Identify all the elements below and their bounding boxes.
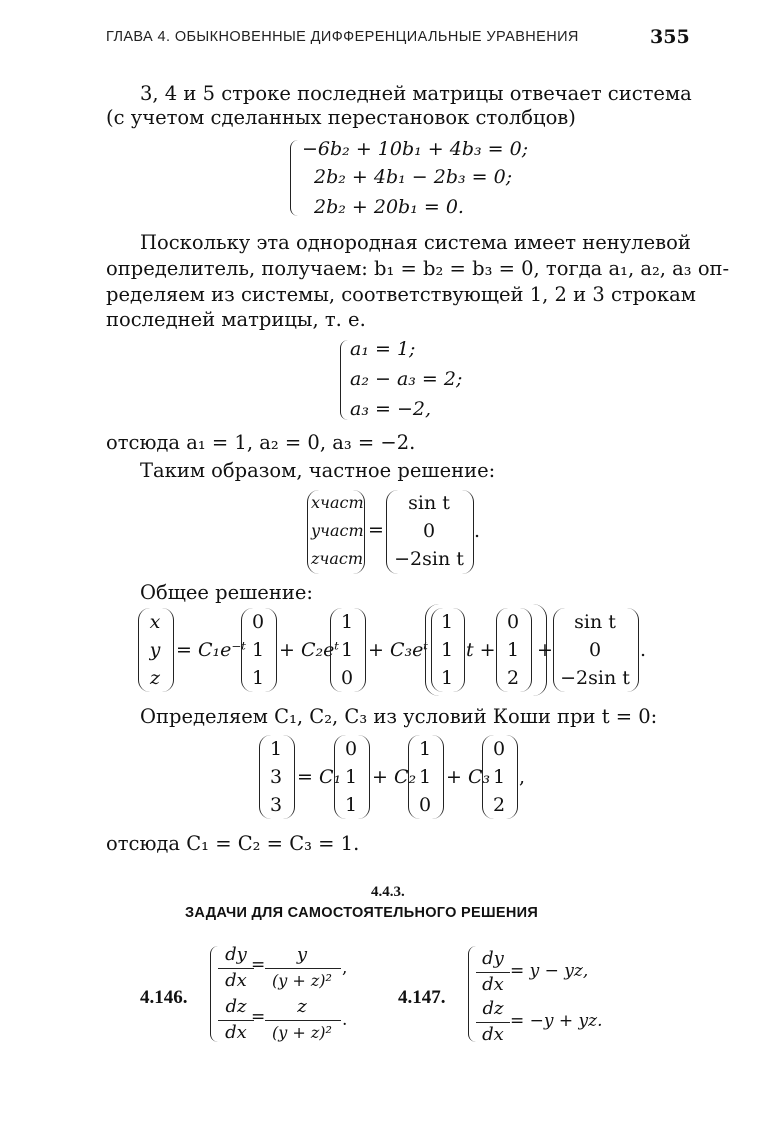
- coefficient: + C₂eᵗ: [279, 639, 340, 661]
- variable-t: t +: [466, 639, 496, 661]
- vector-entry: 1: [440, 611, 454, 633]
- paragraph-line: последней матрицы, т. е.: [106, 308, 366, 331]
- equation: a₂ − a₃ = 2;: [350, 368, 463, 390]
- fraction-numerator: dz: [482, 998, 504, 1019]
- page-number: 355: [650, 26, 690, 48]
- vector-entry: 1: [418, 738, 432, 760]
- vector-entry: 1: [418, 766, 432, 788]
- fraction-bar: [265, 1020, 341, 1021]
- vector-entry: 1: [344, 794, 358, 816]
- vector-entry: 2: [506, 667, 520, 689]
- equation: a₃ = −2,: [350, 398, 431, 420]
- coefficient: = C₁e⁻ᵗ: [176, 639, 247, 661]
- fraction-denominator: (y + z)²: [272, 1023, 332, 1042]
- vector-entry: 0: [506, 611, 520, 633]
- paragraph-line: определитель, получаем: b₁ = b₂ = b₃ = 0, тогда a₁, a₂, a₃ оп-: [106, 257, 730, 280]
- problem-number: 4.146.: [140, 987, 188, 1008]
- comma: ,: [342, 958, 348, 978]
- paragraph-line: 3, 4 и 5 строке последней матрицы отвечает система: [140, 82, 692, 105]
- vector-entry: 1: [251, 639, 265, 661]
- comma: ,: [519, 766, 526, 788]
- equation: 2b₂ + 20b₁ = 0.: [314, 196, 464, 218]
- problem-number: 4.147.: [398, 987, 446, 1008]
- vector-entry: 1: [344, 766, 358, 788]
- vector-entry: yчаст: [311, 521, 364, 540]
- paragraph-line: отсюда C₁ = C₂ = C₃ = 1.: [106, 832, 360, 855]
- vector-entry: 0: [418, 794, 432, 816]
- vector-entry: 2: [492, 794, 506, 816]
- vector-entry: 1: [506, 639, 520, 661]
- paragraph-line: Определяем C₁, C₂, C₃ из условий Коши при t = 0:: [140, 705, 658, 728]
- paragraph-line: Общее решение:: [140, 581, 313, 604]
- section-number: 4.4.3.: [371, 884, 405, 900]
- paragraph-line: Поскольку эта однородная система имеет ненулевой: [140, 231, 691, 254]
- vector-entry: 0: [344, 738, 358, 760]
- coefficient: = C₁: [297, 766, 342, 788]
- vector-entry: 1: [440, 667, 454, 689]
- coefficient: + C₃: [446, 766, 491, 788]
- equation: a₁ = 1;: [350, 338, 416, 360]
- equals-sign: =: [251, 955, 266, 975]
- paragraph-line: ределяем из системы, соответствующей 1, 2 и 3 строкам: [106, 283, 696, 306]
- fraction-numerator: dy: [482, 948, 504, 969]
- fraction-denominator: dx: [225, 1022, 247, 1043]
- paragraph-line: отсюда a₁ = 1, a₂ = 0, a₃ = −2.: [106, 431, 416, 454]
- fraction-bar: [265, 968, 341, 969]
- running-title: ГЛАВА 4. ОБЫКНОВЕННЫЕ ДИФФЕРЕНЦИАЛЬНЫЕ УРАВНЕНИЯ: [106, 29, 579, 45]
- vector-entry: 3: [269, 794, 283, 816]
- vector-entry: z: [149, 667, 160, 689]
- section-title: ЗАДАЧИ ДЛЯ САМОСТОЯТЕЛЬНОГО РЕШЕНИЯ: [185, 905, 539, 921]
- equation: −6b₂ + 10b₁ + 4b₃ = 0;: [302, 138, 529, 160]
- vector-entry: −2sin t: [560, 667, 630, 689]
- vector-entry: 0: [340, 667, 354, 689]
- equation-rhs: = y − yz,: [510, 961, 589, 981]
- vector-entry: 1: [492, 766, 506, 788]
- vector-entry: 1: [340, 611, 354, 633]
- vector-entry: zчаст: [311, 549, 364, 568]
- vector-entry: −2sin t: [394, 548, 464, 570]
- vector-entry: 3: [269, 766, 283, 788]
- vector-entry: y: [149, 639, 161, 661]
- vector-entry: 0: [422, 520, 436, 542]
- fraction-denominator: dx: [482, 974, 504, 995]
- paragraph-line: (с учетом сделанных перестановок столбцов): [106, 106, 576, 129]
- coefficient: + C₂: [372, 766, 417, 788]
- fraction-denominator: dx: [482, 1024, 504, 1045]
- equation-rhs: = −y + yz.: [510, 1011, 603, 1031]
- vector-entry: 0: [251, 611, 265, 633]
- period: .: [342, 1010, 348, 1030]
- vector-entry: x: [149, 611, 161, 633]
- equals-sign: =: [368, 519, 384, 541]
- fraction-numerator: dy: [225, 944, 247, 965]
- fraction-numerator: z: [297, 996, 307, 1017]
- fraction-denominator: dx: [225, 970, 247, 991]
- vector-entry: 1: [440, 639, 454, 661]
- vector-entry: 0: [492, 738, 506, 760]
- curly-brace: [340, 340, 349, 420]
- coefficient: + C₃eᵗ: [368, 639, 429, 661]
- vector-entry: 1: [269, 738, 283, 760]
- fraction-numerator: dz: [225, 996, 247, 1017]
- vector-entry: 1: [251, 667, 265, 689]
- vector-entry: sin t: [574, 611, 616, 633]
- fraction-denominator: (y + z)²: [272, 971, 332, 990]
- equation: 2b₂ + 4b₁ − 2b₃ = 0;: [314, 166, 513, 188]
- vector-entry: 0: [588, 639, 602, 661]
- paragraph-line: Таким образом, частное решение:: [140, 459, 496, 482]
- fraction-numerator: y: [296, 944, 308, 965]
- plus-sign: +: [537, 639, 553, 661]
- curly-brace: [290, 140, 299, 216]
- vector-entry: xчаст: [311, 493, 364, 512]
- vector-entry: 1: [340, 639, 354, 661]
- period: .: [640, 639, 647, 661]
- period: .: [474, 520, 481, 542]
- vector-entry: sin t: [408, 492, 450, 514]
- equals-sign: =: [251, 1007, 266, 1027]
